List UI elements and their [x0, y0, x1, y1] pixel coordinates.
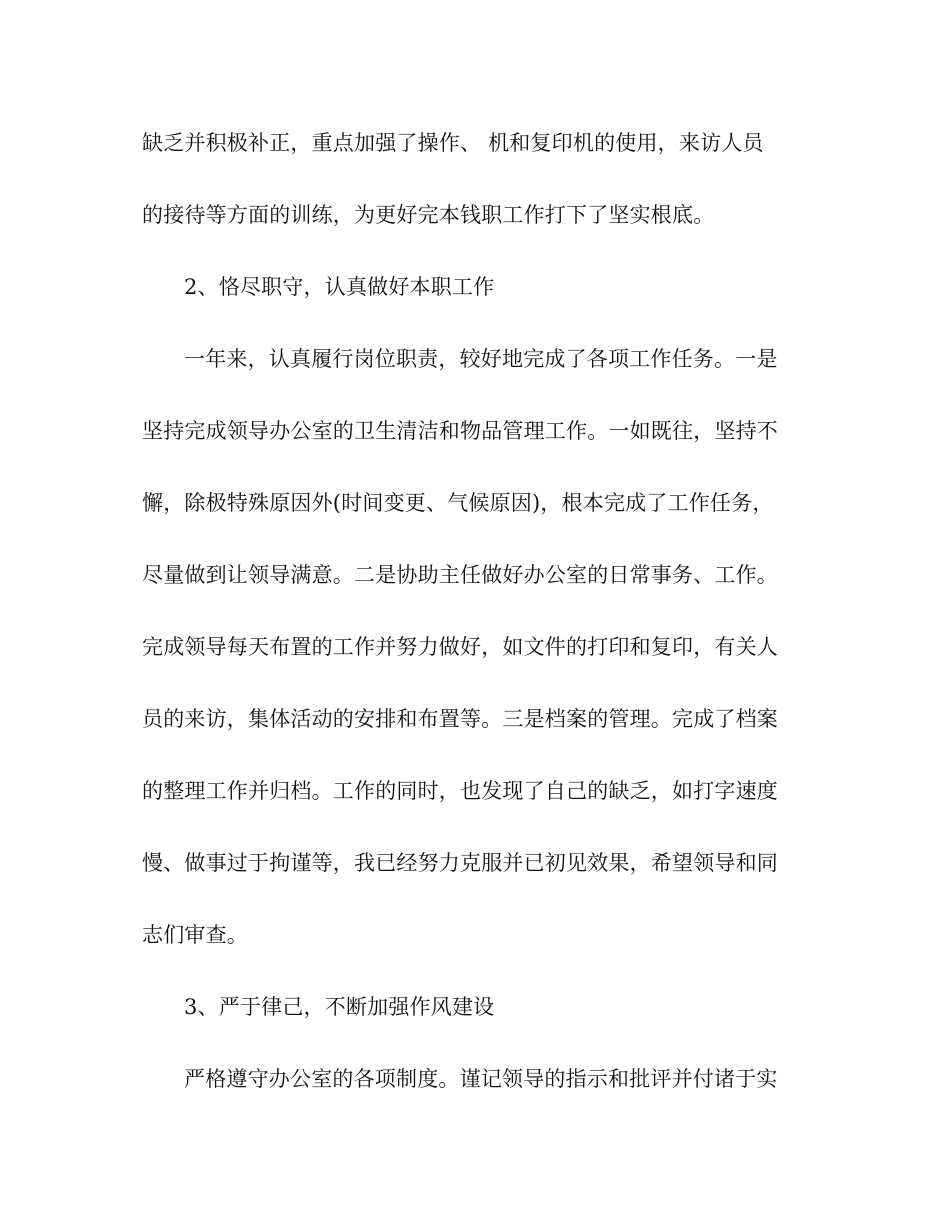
paragraph-first-line: 一年来，认真履行岗位职责，较好地完成了各项工作任务。一是 — [184, 347, 778, 371]
text-line: 懈，除极特殊原因外(时间变更、气候原因)，根本完成了工作任务， — [142, 491, 774, 515]
text-line: 员的来访，集体活动的安排和布置等。三是档案的管理。完成了档案 — [142, 707, 778, 731]
section-heading: 2、恪尽职守，认真做好本职工作 — [184, 275, 495, 299]
section-heading: 3、严于律己，不断加强作风建设 — [184, 995, 495, 1019]
text-line: 缺乏并积极补正，重点加强了操作、 机和复印机的使用，来访人员 — [142, 131, 764, 155]
text-line: 坚持完成领导办公室的卫生清洁和物品管理工作。一如既往，坚持不 — [142, 419, 778, 443]
text-line: 的接待等方面的训练，为更好完本钱职工作打下了坚实根底。 — [142, 203, 715, 227]
text-line: 尽量做到让领导满意。二是协助主任做好办公室的日常事务、工作。 — [142, 563, 778, 587]
text-line: 慢、做事过于拘谨等，我已经努力克服并已初见效果，希望领导和同 — [142, 851, 778, 875]
text-line: 的整理工作并归档。工作的同时，也发现了自己的缺乏，如打字速度 — [142, 779, 778, 803]
paragraph-first-line: 严格遵守办公室的各项制度。谨记领导的指示和批评并付诸于实 — [184, 1067, 778, 1091]
text-line: 志们审查。 — [142, 923, 248, 947]
text-line: 完成领导每天布置的工作并努力做好，如文件的打印和复印，有关人 — [142, 635, 778, 659]
